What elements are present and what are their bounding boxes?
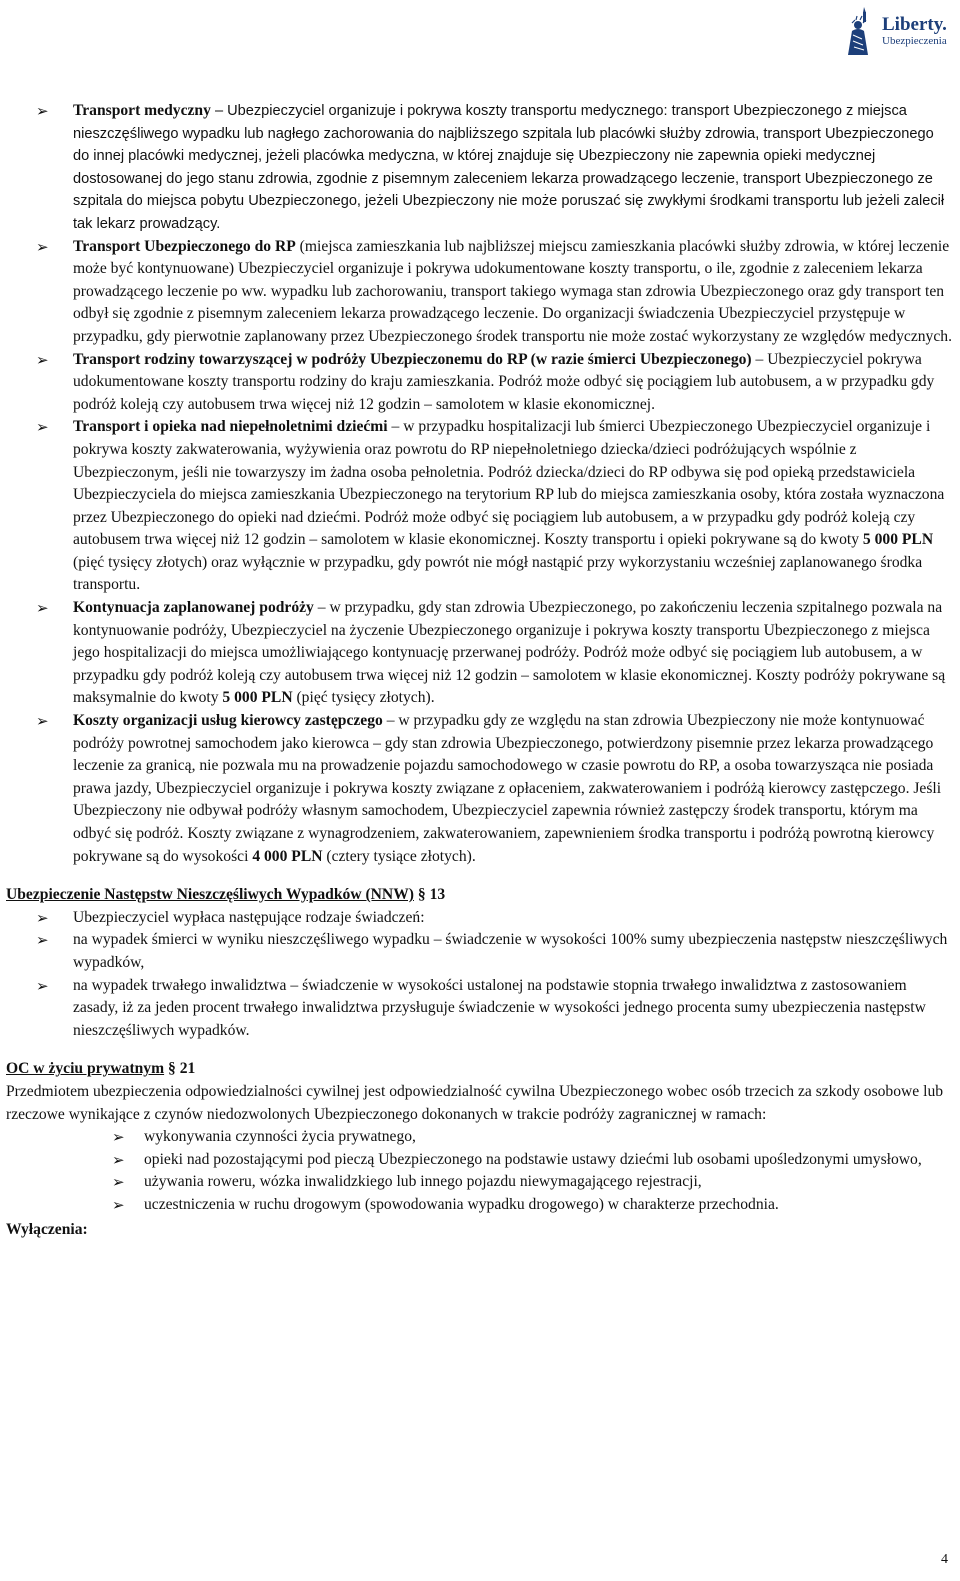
item-text: na wypadek śmierci w wyniku nieszczęśliwego wypadku – świadczenie w wysokości 100% sumy ubezpieczenia następstw nieszczęśliwych wypadków, xyxy=(73,931,948,971)
transport-bullet-list xyxy=(6,100,952,868)
list-item xyxy=(6,416,952,597)
item-text-continued: (pięć tysięcy złotych) oraz wyłącznie w przypadku, gdy powrót nie mógł nastąpić przy wykorzystaniu wcześniej zaplanowanego środka transportu. xyxy=(73,553,923,594)
liberty-logo xyxy=(844,4,954,58)
arrow-bullet-icon: ➢ xyxy=(36,237,49,256)
exclusions-heading: Wyłączenia: xyxy=(6,1220,88,1238)
oc-section-title xyxy=(6,1058,952,1081)
item-heading: Transport rodziny towarzyszącej w podróży Ubezpieczonemu do RP (w razie śmierci Ubezpieczonego) xyxy=(73,350,752,368)
list-item xyxy=(6,929,952,974)
item-text: uczestniczenia w ruchu drogowym (spowodowania wypadku drogowego) w charakterze przechodnia. xyxy=(144,1195,779,1213)
page-number: 4 xyxy=(941,1552,948,1567)
arrow-bullet-icon: ➢ xyxy=(112,1128,125,1147)
nnw-title-text: Ubezpieczenie Następstw Nieszczęśliwych Wypadków (NNW) xyxy=(6,886,414,904)
item-text: wykonywania czynności życia prywatnego, xyxy=(144,1128,416,1146)
item-heading: Transport Ubezpieczonego do RP xyxy=(73,237,296,255)
list-item xyxy=(6,100,952,236)
arrow-bullet-icon: ➢ xyxy=(36,102,49,120)
item-amount: 5 000 PLN xyxy=(862,531,934,549)
item-amount: 5 000 PLN xyxy=(222,689,293,707)
item-heading: Transport medyczny xyxy=(73,102,211,119)
item-text: – Ubezpieczyciel pokrywa udokumentowane koszty transportu rodziny do kraju zamieszkania. Podróż może odbyć się pociągiem lub autobusem, a w przypadku gdy podróż koleją czy autobusem trwa więcej niż 12 godzin – samolotem w klasie ekonomicznej. xyxy=(73,350,935,413)
item-amount: 4 000 PLN xyxy=(252,847,323,865)
list-item xyxy=(6,907,952,930)
item-text-continued: (pięć tysięcy złotych). xyxy=(292,689,435,707)
list-item xyxy=(6,1194,952,1217)
arrow-bullet-icon: ➢ xyxy=(112,1195,125,1214)
list-item xyxy=(6,710,952,868)
arrow-bullet-icon: ➢ xyxy=(36,712,49,731)
arrow-bullet-icon: ➢ xyxy=(112,1173,125,1192)
arrow-bullet-icon: ➢ xyxy=(36,931,49,950)
logo-sub-text: Ubezpieczenia xyxy=(882,35,947,47)
item-text: – w przypadku, gdy stan zdrowia Ubezpieczonego, po zakończeniu leczenia szpitalnego pozwala na kontynuowanie podróży, Ubezpieczyciel na życzenie Ubezpieczonego organizuje i pokrywa koszty transportu Ubezpieczonego z miejsca jego hospitalizacji do miejsca umożliwiającego kontynuację przerwanej podróży. Podróż może odbyć się pociągiem lub autobusem, a w przypadku gdy podróż koleją czy autobusem trwa więcej niż 12 godzin – samolotem w klasie ekonomicznej. Koszty podróży pokrywane są maksymalnie do kwoty xyxy=(73,599,946,707)
document-body xyxy=(6,100,952,1241)
list-item xyxy=(6,349,952,417)
item-heading: Koszty organizacji usług kierowcy zastępczego xyxy=(73,712,383,730)
list-item xyxy=(6,1126,952,1149)
nnw-section-title xyxy=(6,884,952,907)
section-sign: § xyxy=(417,886,426,904)
oc-bullet-list xyxy=(6,1126,952,1216)
nnw-paragraph-number: 13 xyxy=(429,886,446,904)
arrow-bullet-icon: ➢ xyxy=(36,908,49,927)
item-text: (miejsca zamieszkania lub najbliższej miejscu zamieszkania placówki służby zdrowia, w której leczenie może być kontynuowane) Ubezpieczyciel organizuje i pokrywa udokumentowane koszty transportu, o ile, zgodnie z zaleceniem lekarza prowadzącego leczenie po ww. wypadku lub zachorowaniu, transport takiego wymaga stan zdrowia Ubezpieczonego oraz gdy transport ten odbył się zgodnie z pisemnym zaleceniem lekarza prowadzącego leczenie. Do organizacji świadczenia Ubezpieczyciel przystępuje w przypadku, gdy pierwotnie zaplanowany przez Ubezpieczonego środek transportu nie może zostać wykorzystany ze względów medycznych. xyxy=(73,237,952,345)
item-text: na wypadek trwałego inwalidztwa – świadczenie w wysokości ustalonej na podstawie stopnia trwałego inwalidztwa z zastosowaniem zasady, iż za jeden procent trwałego inwalidztwa przysługuje świadczenie w wysokości jednego procenta sumy ubezpieczenia następstw nieszczęśliwych wypadków. xyxy=(73,976,926,1039)
list-item xyxy=(6,975,952,1043)
nnw-bullet-list xyxy=(6,907,952,1043)
arrow-bullet-icon: ➢ xyxy=(36,599,49,618)
item-heading: Kontynuacja zaplanowanej podróży xyxy=(73,599,314,617)
arrow-bullet-icon: ➢ xyxy=(36,976,49,995)
oc-paragraph-number: 21 xyxy=(179,1060,196,1078)
arrow-bullet-icon: ➢ xyxy=(36,418,49,437)
list-item xyxy=(6,1171,952,1194)
list-item xyxy=(6,1149,952,1172)
item-text-continued: (cztery tysiące złotych). xyxy=(322,847,476,865)
item-text: – w przypadku gdy ze względu na stan zdrowia Ubezpieczony nie może kontynuować podróży powrotnej samochodem jako kierowca – gdy stan zdrowia Ubezpieczonego, potwierdzony pisemnie przez lekarza prowadzącego leczenie za granicą, nie pozwala mu na prowadzenie pojazdu samochodowego w czasie powrotu do RP, a osoba towarzysząca nie posiada prawa jazdy, Ubezpieczyciel organizuje i pokrywa koszty związane z opłaceniem, zakwaterowaniem i podróżą kierowcy zastępczego. Jeśli Ubezpieczony nie odbywał podróży własnym samochodem, Ubezpieczyciel zapewnia również zastępczy środek transportu, którym ma odbyć się podróż. Koszty związane z wynagrodzeniem, zakwaterowaniem, zapewnieniem środka transportu i podróżą powrotną kierowcy pokrywane są do wysokości xyxy=(73,712,942,865)
list-item xyxy=(6,597,952,710)
item-text: – w przypadku hospitalizacji lub śmierci Ubezpieczonego Ubezpieczyciel organizuje i pokrywa koszty zakwaterowania, wyżywienia oraz powrotu do RP niepełnoletniego dziecka/dzieci podróżujących wspólnie z Ubezpieczonym, jeśli nie towarzyszy im żadna osoba pełnoletnia. Podróż dziecka/dzieci do RP odbywa się pod opieką przedstawiciela Ubezpieczyciela do miejsca zamieszkania Ubezpieczonego na terytorium RP lub do miejsca zamieszkania osoby, która została wyznaczona przez Ubezpieczonego do opieki nad dziećmi. Podróż może odbyć się pociągiem lub autobusem, a w przypadku gdy podróż koleją czy autobusem trwa więcej niż 12 godzin – samolotem w klasie ekonomicznej. Koszty transportu i opieki pokrywane są do kwoty xyxy=(73,418,945,549)
item-text: – Ubezpieczyciel organizuje i pokrywa koszty transportu medycznego: transport Ubezpieczonego z miejsca nieszczęśliwego wypadku lub nagłego zachorowania do najbliższego szpitala lub placówki służby zdrowia, transport Ubezpieczonego do innej placówki medycznej, jeżeli placówka medyczna, w której znajduje się Ubezpieczony nie zapewnia opieki medycznej dostosowanej do jego stanu zdrowia, zgodnie z pisemnym zaleceniem lekarza prowadzącego leczenie, transport Ubezpieczonego ze szpitala do miejsca pobytu Ubezpieczonego, jeżeli Ubezpieczony nie może poruszać się zwykłymi środkami transportu lub jeżeli zalecił tak lekarz prowadzący. xyxy=(73,103,945,232)
arrow-bullet-icon: ➢ xyxy=(36,350,49,369)
oc-intro-paragraph: Przedmiotem ubezpieczenia odpowiedzialności cywilnej jest odpowiedzialność cywilna Ubezpieczonego wobec osób trzecich za szkody osobowe lub rzeczowe wynikające z czynów niedozwolonych Ubezpieczonego dokonanych w trakcie podróży zagranicznej w ramach: xyxy=(6,1082,944,1123)
item-text: Ubezpieczyciel wypłaca następujące rodzaje świadczeń: xyxy=(73,908,425,926)
item-text: używania roweru, wózka inwalidzkiego lub innego pojazdu niewymagającego rejestracji, xyxy=(144,1173,702,1191)
item-text: opieki nad pozostającymi pod pieczą Ubezpieczonego na podstawie ustawy dziećmi lub osobami upośledzonymi umysłowo, xyxy=(144,1150,922,1168)
logo-brand-text: Liberty. xyxy=(882,14,947,35)
item-heading: Transport i opieka nad niepełnoletnimi dziećmi xyxy=(73,418,388,436)
arrow-bullet-icon: ➢ xyxy=(112,1150,125,1169)
oc-title-text: OC w życiu prywatnym xyxy=(6,1060,165,1078)
section-sign: § xyxy=(168,1060,176,1078)
statue-of-liberty-icon xyxy=(844,5,878,57)
list-item xyxy=(6,236,952,349)
